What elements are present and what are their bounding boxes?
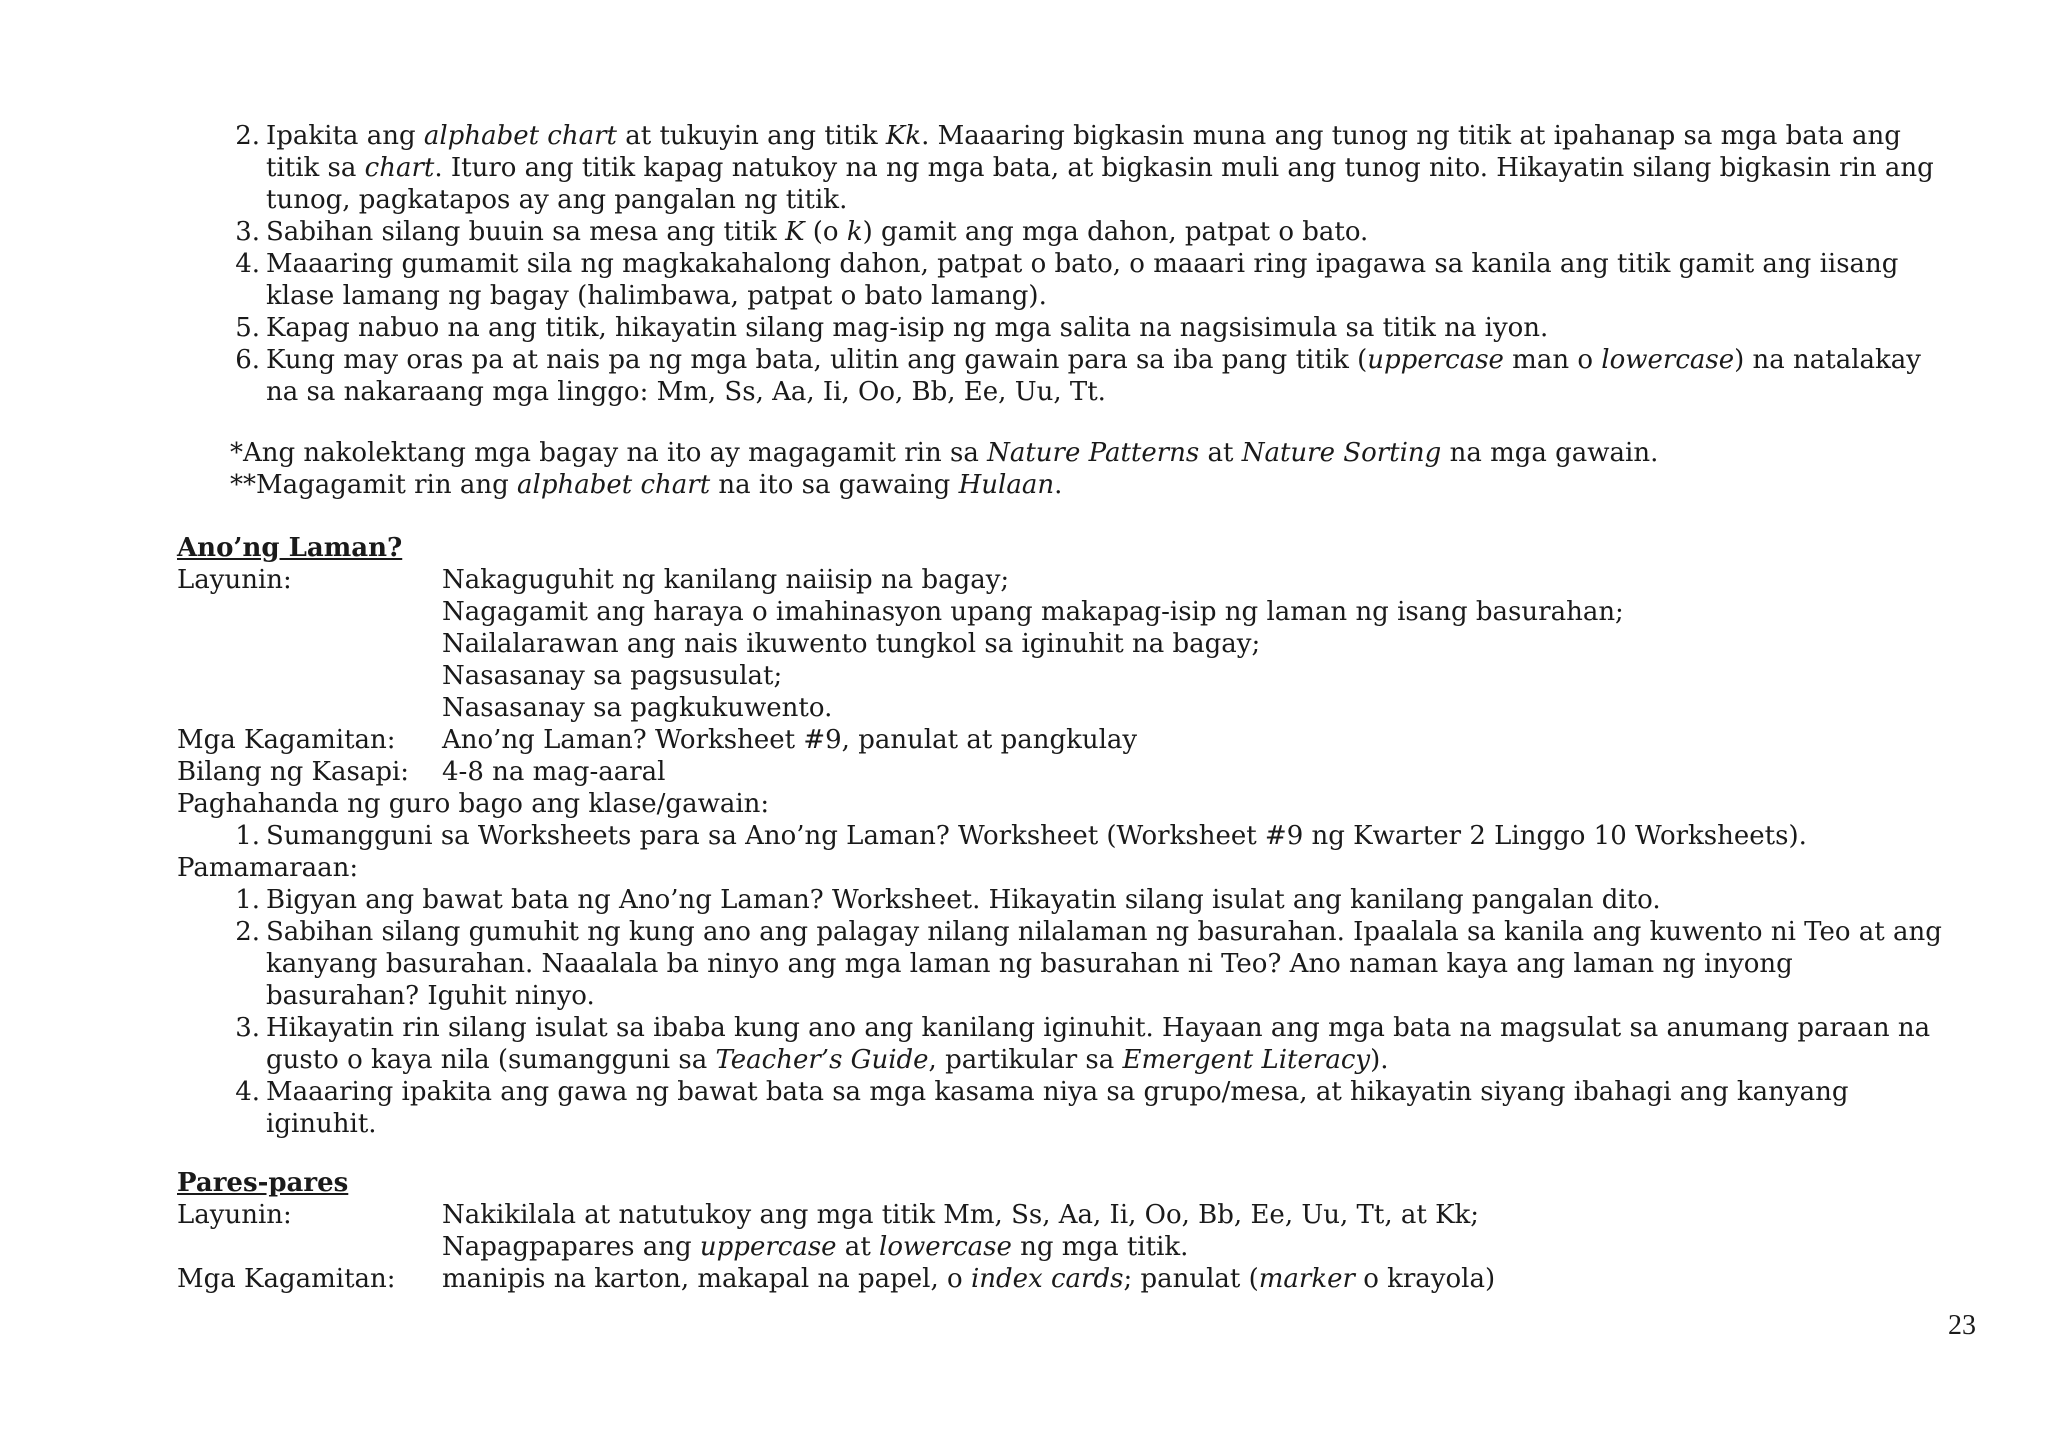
list-number: 4. <box>235 1077 260 1107</box>
list-item <box>226 312 1548 344</box>
list-number: 2. <box>235 121 260 151</box>
text-run: iginuhit. <box>266 1109 377 1139</box>
list-number: 3. <box>235 217 260 247</box>
list-item <box>226 1012 1930 1044</box>
list-item <box>266 1044 1389 1076</box>
objective-item: Nagagamit ang haraya o imahinasyon upang makapag-isip ng laman ng isang basurahan; <box>442 597 1624 627</box>
italic-text: k <box>846 217 863 247</box>
text-run: Ipakita ang <box>266 121 424 151</box>
list-item <box>266 1108 377 1140</box>
text-run: at tukuyin ang titik <box>617 121 886 151</box>
list-number: 4. <box>235 249 260 279</box>
text-run: ng mga titik. <box>1011 1232 1189 1262</box>
text-run: . Ituro ang titik kapag natukoy na ng mga bata, at bigkasin muli ang tunog nito. Hikayatin silang bigkasin rin ang <box>434 153 1934 183</box>
kagamitan-value <box>442 1263 1495 1295</box>
italic-text: Teacher’s Guide <box>715 1045 929 1075</box>
list-item <box>266 152 1934 184</box>
text-run: Kung may oras pa at nais pa ng mga bata, ulitin ang gawain para sa iba pang titik ( <box>266 345 1368 375</box>
text-run: na ito sa gawaing <box>710 470 959 500</box>
footnote <box>230 469 1062 501</box>
list-item <box>266 948 1793 980</box>
italic-text: Kk <box>885 121 922 151</box>
page-number: 23 <box>1948 1310 1976 1341</box>
text-run: o krayola) <box>1354 1264 1496 1294</box>
list-item <box>226 120 1901 152</box>
section-title: Pares-pares <box>177 1168 349 1198</box>
italic-text: Hulaan <box>958 470 1055 500</box>
text-run: klase lamang ng bagay (halimbawa, patpat o bato lamang). <box>266 281 1047 311</box>
list-item <box>226 344 1921 376</box>
text-run: , partikular sa <box>928 1045 1123 1075</box>
text-run: titik sa <box>266 153 365 183</box>
kasapi-label: Bilang ng Kasapi: <box>177 757 410 787</box>
italic-text: Emergent Literacy <box>1122 1045 1371 1075</box>
italic-text: Nature Sorting <box>1241 438 1442 468</box>
italic-text: marker <box>1258 1264 1355 1294</box>
layunin-label: Layunin: <box>177 1200 292 1230</box>
text-run: ; panulat ( <box>1123 1264 1259 1294</box>
list-number: 6. <box>235 345 260 375</box>
text-run: tunog, pagkatapos ay ang pangalan ng titik. <box>266 185 848 215</box>
list-number: 1. <box>235 885 260 915</box>
kasapi-value: 4-8 na mag-aaral <box>442 757 666 787</box>
text-run: manipis na karton, makapal na papel, o <box>442 1264 971 1294</box>
text-run: Hikayatin rin silang isulat sa ibaba kung ano ang kanilang iginuhit. Hayaan ang mga bata na magsulat sa anumang paraan na <box>266 1013 1931 1043</box>
text-run: na mga gawain. <box>1441 438 1659 468</box>
list-item <box>266 980 595 1012</box>
layunin-label: Layunin: <box>177 565 292 595</box>
text-run: man o <box>1503 345 1602 375</box>
objective-item: Nasasanay sa pagkukuwento. <box>442 693 833 723</box>
text-run: at <box>836 1232 880 1262</box>
kagamitan-label: Mga Kagamitan: <box>177 725 396 755</box>
text-run: Maaaring gumamit sila ng magkakahalong dahon, patpat o bato, o maaari ring ipagawa sa kanila ang titik gamit ang iisang <box>266 249 1899 279</box>
text-run: na sa nakaraang mga linggo: Mm, Ss, Aa, Ii, Oo, Bb, Ee, Uu, Tt. <box>266 377 1106 407</box>
list-item <box>226 820 1807 852</box>
list-item <box>266 184 847 216</box>
text-run: . Maaaring bigkasin muna ang tunog ng titik at ipahanap sa mga bata ang <box>921 121 1901 151</box>
italic-text: Nature Patterns <box>987 438 1200 468</box>
italic-text: lowercase <box>1601 345 1735 375</box>
list-item <box>266 376 1106 408</box>
text-run: kanyang basurahan. Naaalala ba ninyo ang mga laman ng basurahan ni Teo? Ano naman kaya ang laman ng inyong <box>266 949 1793 979</box>
list-number: 5. <box>235 313 260 343</box>
list-item <box>226 1076 1848 1108</box>
list-number: 1. <box>235 821 260 851</box>
list-item <box>226 216 1368 248</box>
paghahanda-label: Paghahanda ng guro bago ang klase/gawain: <box>177 789 770 819</box>
footnote <box>230 437 1658 469</box>
text-run: basurahan? Iguhit ninyo. <box>266 981 595 1011</box>
text-run: gusto o kaya nila (sumangguni sa <box>266 1045 716 1075</box>
objective-item: Nakaguguhit ng kanilang naiisip na bagay; <box>442 565 1010 595</box>
kagamitan-value: Ano’ng Laman? Worksheet #9, panulat at pangkulay <box>442 725 1138 755</box>
list-number: 2. <box>235 917 260 947</box>
text-run: ) na natalakay <box>1734 345 1921 375</box>
pamamaraan-label: Pamamaraan: <box>177 853 359 883</box>
text-run: Sabihan silang buuin sa mesa ang titik <box>266 217 786 247</box>
italic-text: uppercase <box>699 1232 837 1262</box>
list-item <box>266 280 1047 312</box>
text-run: (o <box>804 217 847 247</box>
text-run: *Ang nakolektang mga bagay na ito ay magagamit rin sa <box>230 438 988 468</box>
objective-item: Nasasanay sa pagsusulat; <box>442 661 783 691</box>
section-title: Ano’ng Laman? <box>177 533 403 563</box>
text-run: ) gamit ang mga dahon, patpat o bato. <box>862 217 1369 247</box>
text-run: . <box>1054 470 1063 500</box>
italic-text: lowercase <box>879 1232 1012 1262</box>
italic-text: chart <box>364 153 435 183</box>
objective-item <box>442 1231 1188 1263</box>
text-run: Maaaring ipakita ang gawa ng bawat bata sa mga kasama niya sa grupo/mesa, at hikayatin siyang ibahagi ang kanyang <box>266 1077 1849 1107</box>
list-item <box>226 916 1942 948</box>
kagamitan-label: Mga Kagamitan: <box>177 1264 396 1294</box>
italic-text: K <box>785 217 805 247</box>
list-number: 3. <box>235 1013 260 1043</box>
italic-text: uppercase <box>1367 345 1504 375</box>
text-run: Sabihan silang gumuhit ng kung ano ang palagay nilang nilalaman ng basurahan. Ipaalala sa kanila ang kuwento ni Teo at ang <box>266 917 1942 947</box>
text-run: Nakikilala at natutukoy ang mga titik Mm, Ss, Aa, Ii, Oo, Bb, Ee, Uu, Tt, at Kk; <box>442 1200 1480 1230</box>
italic-text: index cards <box>970 1264 1124 1294</box>
text-run: ). <box>1370 1045 1389 1075</box>
text-run: Napagpapares ang <box>442 1232 700 1262</box>
text-run: Bigyan ang bawat bata ng Ano’ng Laman? Worksheet. Hikayatin silang isulat ang kanilang pangalan dito. <box>266 885 1661 915</box>
text-run: at <box>1199 438 1242 468</box>
text-run: Sumangguni sa Worksheets para sa Ano’ng Laman? Worksheet (Worksheet #9 ng Kwarter 2 Linggo 10 Worksheets). <box>266 821 1807 851</box>
list-item <box>226 248 1898 280</box>
italic-text: alphabet chart <box>517 470 711 500</box>
text-run: Kapag nabuo na ang titik, hikayatin silang mag-isip ng mga salita na nagsisimula sa titik na iyon. <box>266 313 1549 343</box>
italic-text: alphabet chart <box>423 121 617 151</box>
list-item <box>226 884 1661 916</box>
objective-item: Nailalarawan ang nais ikuwento tungkol sa iginuhit na bagay; <box>442 629 1261 659</box>
text-run: **Magagamit rin ang <box>230 470 518 500</box>
objective-item <box>442 1199 1479 1231</box>
